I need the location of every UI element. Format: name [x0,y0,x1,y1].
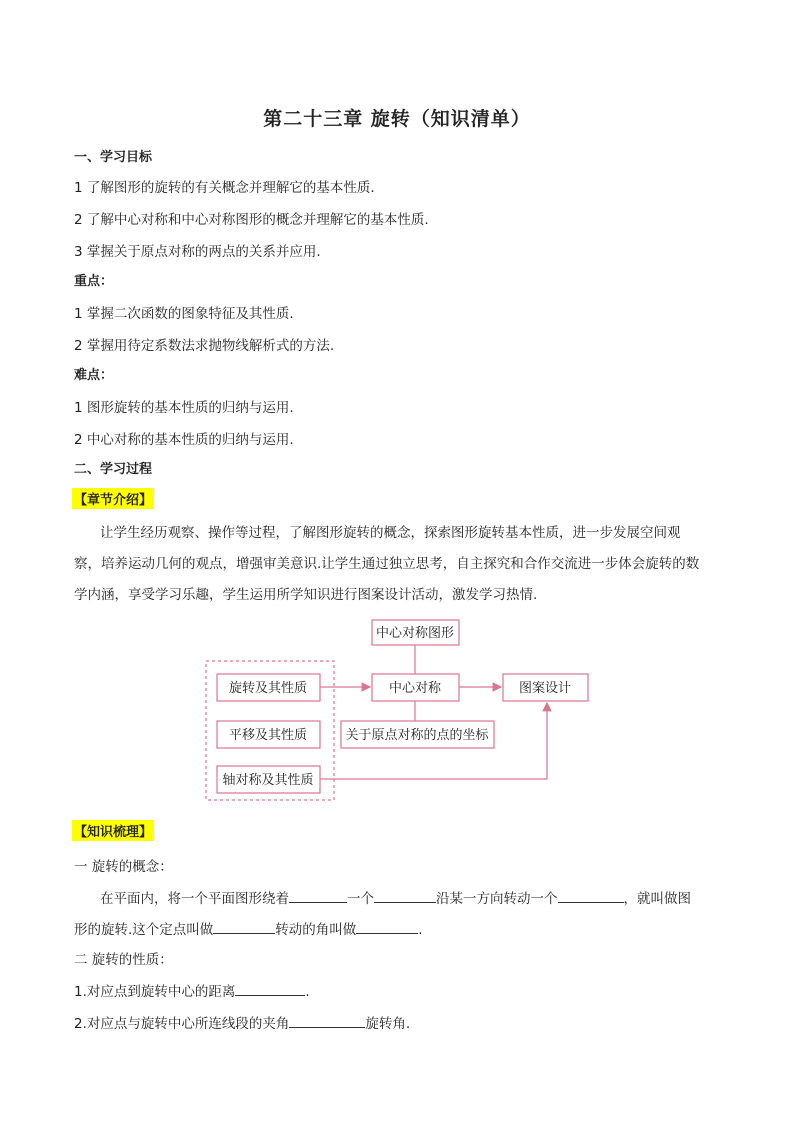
difficult-points-heading: 难点： [74,368,114,383]
section-heading-process: 二、学习过程 [74,462,153,477]
property-item-1 [74,980,310,1000]
box-axial-symmetry [217,766,320,793]
box-center-symmetry [372,674,459,701]
box-rotation [217,674,320,701]
fill-blank[interactable] [235,981,305,996]
goal-item: 3 掌握关于原点对称的两点的关系并应用. [74,244,321,260]
box-origin-symmetry [341,721,494,748]
page-title: 第二十三章 旋转（知识清单） [263,108,531,130]
key-point-item: 1 掌握二次函数的图象特征及其性质. [74,306,294,322]
property-text: 2.对应点与旋转中心所连线段的夹角 [74,1016,290,1032]
fill-blank[interactable] [558,888,624,903]
concept-text: 在平面内，将一个平面图形绕着 [100,891,289,907]
svg-text:中心对称: 中心对称 [388,681,442,696]
svg-text:关于原点对称的点的坐标: 关于原点对称的点的坐标 [345,728,489,743]
fill-blank[interactable] [356,919,418,934]
key-points-heading: 重点： [74,274,114,289]
difficult-point-item: 2 中心对称的基本性质的归纳与运用. [74,432,294,448]
concept-line-1 [100,887,691,907]
concept-text: ，就叫做图 [623,891,691,907]
fill-blank[interactable] [289,888,347,903]
svg-text:旋转及其性质: 旋转及其性质 [228,681,308,696]
box-pattern-design [503,674,588,701]
concept-heading: 一 旋转的概念： [74,859,173,875]
key-point-item: 2 掌握用待定系数法求抛物线解析式的方法. [74,338,335,354]
fill-blank[interactable] [374,888,436,903]
intro-paragraph-line: 学内涵，享受学习乐趣，学生运用所学知识进行图案设计活动，激发学习热情. [74,587,538,603]
concept-text: . [418,922,423,938]
svg-text:平移及其性质: 平移及其性质 [228,728,308,743]
section-heading-goals: 一、学习目标 [74,150,153,165]
concept-text: 沿某一方向转动一个 [436,891,558,907]
goal-item: 1 了解图形的旋转的有关概念并理解它的基本性质. [74,180,375,196]
intro-paragraph-line: 让学生经历观察、操作等过程，了解图形旋转的概念，探索图形旋转基本性质，进一步发展空间观 [100,525,681,541]
difficult-point-item: 1 图形旋转的基本性质的归纳与运用. [74,400,294,416]
property-heading: 二 旋转的性质： [74,952,173,968]
fill-blank[interactable] [213,919,275,934]
concept-line-2 [74,918,423,938]
property-text: 旋转角. [365,1016,411,1032]
concept-text: 一个 [347,891,374,907]
svg-text:轴对称及其性质: 轴对称及其性质 [222,773,314,788]
intro-paragraph-line: 察，培养运动几何的观点，增强审美意识.让学生通过独立思考，自主探究和合作交流进一步体会旋转的数 [74,556,700,572]
knowledge-summary-tag: 【知识梳理】 [72,820,154,841]
svg-text:中心对称图形: 中心对称图形 [375,626,455,641]
property-text: 1.对应点到旋转中心的距离 [74,984,236,1000]
property-text: . [305,984,310,1000]
goal-item: 2 了解中心对称和中心对称图形的概念并理解它的基本性质. [74,212,429,228]
chapter-intro-tag: 【章节介绍】 [72,488,154,509]
fill-blank[interactable] [289,1013,365,1028]
svg-text:图案设计: 图案设计 [518,681,572,696]
property-item-2 [74,1012,410,1032]
concept-text: 转动的角叫做 [275,922,357,938]
box-center-figure [372,620,459,645]
box-translation [217,721,320,748]
concept-text: 形的旋转.这个定点叫做 [74,922,214,938]
